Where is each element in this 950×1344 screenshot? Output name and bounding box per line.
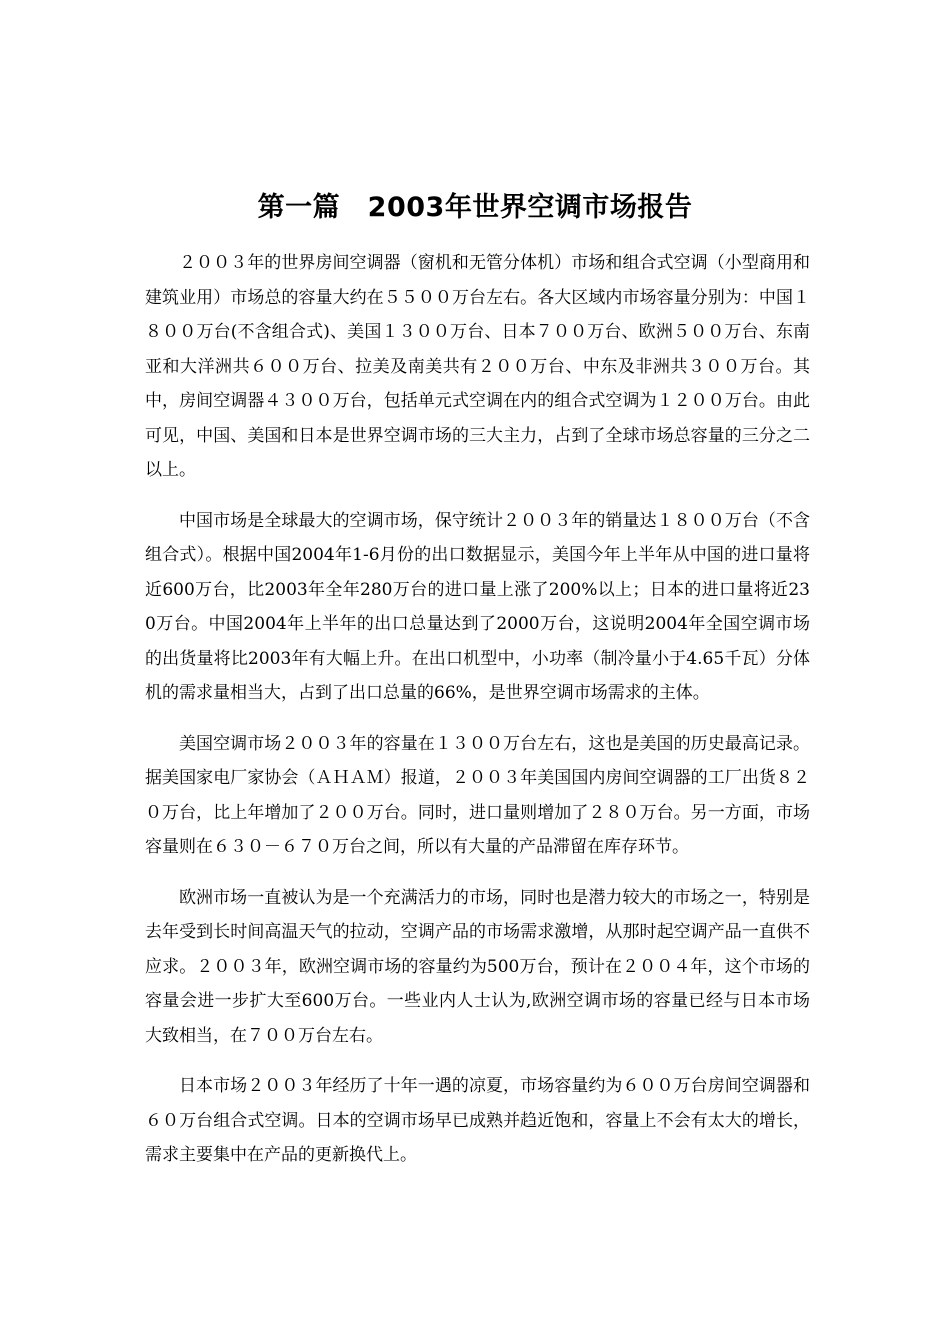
paragraph-europe-market: 欧洲市场一直被认为是一个充满活力的市场，同时也是潜力较大的市场之一，特别是去年受到长时间高温天气的拉动，空调产品的市场需求激增，从那时起空调产品一直供不应求。２００３年，欧洲空调市场的容量约为500万台，预计在２００４年，这个市场的容量会进一步扩大至600万台。一些业内人士认为,欧洲空调市场的容量已经与日本市场大致相当，在７００万台左右。 [145, 887, 810, 1046]
paragraph-japan-market: 日本市场２００３年经历了十年一遇的凉夏，市场容量约为６００万台房间空调器和６０万台组合式空调。日本的空调市场早已成熟并趋近饱和，容量上不会有太大的增长，需求主要集中在产品的更新换代上。 [145, 1076, 810, 1165]
paragraph-world-market: ２００３年的世界房间空调器（窗机和无管分体机）市场和组合式空调（小型商用和建筑业用）市场总的容量大约在５５００万台左右。各大区域内市场容量分别为：中国１８００万台(不含组合式)、美国１３００万台、日本７００万台、欧洲５００万台、东南亚和大洋洲共６００万台、拉美及南美共有２００万台、中东及非洲共３００万台。其中，房间空调器４３００万台，包括单元式空调在内的组合式空调为１２００万台。由此可见，中国、美国和日本是世界空调市场的三大主力，占到了全球市场总容量的三分之二以上。 [145, 253, 810, 480]
paragraph-china-market: 中国市场是全球最大的空调市场，保守统计２００３年的销量达１８００万台（不含组合式）。根据中国2004年1-6月份的出口数据显示，美国今年上半年从中国的进口量将近600万台，比2003年全年280万台的进口量上涨了200%以上；日本的进口量将近230万台。中国2004年上半年的出口总量达到了2000万台，这说明2004年全国空调市场的出货量将比2003年有大幅上升。在出口机型中，小功率（制冷量小于4.65千瓦）分体机的需求量相当大，占到了出口总量的66%，是世界空调市场需求的主体。 [145, 510, 810, 703]
document-title: 第一篇 2003年世界空调市场报告 [257, 192, 693, 223]
document-body [145, 246, 810, 1189]
paragraph-us-market: 美国空调市场２００３年的容量在１３００万台左右，这也是美国的历史最高记录。据美国家电厂家协会（ＡＨＡＭ）报道，２００３年美国国内房间空调器的工厂出货８２０万台，比上年增加了２００万台。同时，进口量则增加了２８０万台。另一方面，市场容量则在６３０－６７０万台之间，所以有大量的产品滞留在库存环节。 [145, 733, 810, 857]
